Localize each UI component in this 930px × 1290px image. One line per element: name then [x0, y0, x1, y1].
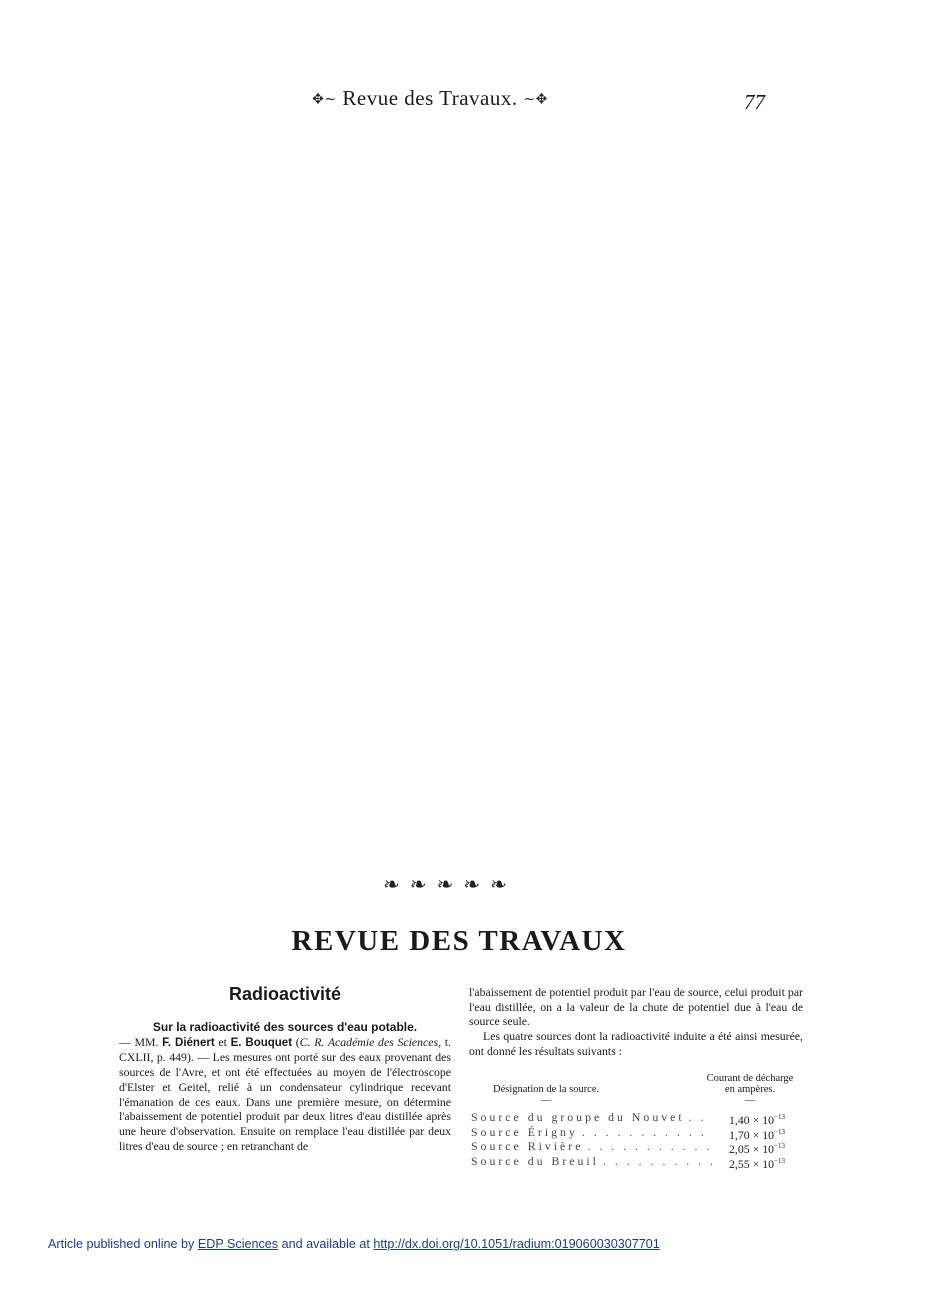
body-right-paragraph-2: Les quatre sources dont la radioactivité induite a été ainsi mesurée, ont donné les résultats suivants : [469, 1029, 803, 1058]
table-header [469, 1073, 805, 1107]
row-source: Source du groupe du Nouvet [471, 1110, 689, 1124]
dash-prefix: — MM. [119, 1034, 159, 1049]
article-right-column [469, 985, 803, 1059]
running-head [0, 86, 860, 111]
table-header-col1: Désignation de la source. — [493, 1084, 600, 1106]
row-value: $1,70 \times 10^{-13}$ [729, 1127, 785, 1142]
table-row [471, 1125, 807, 1140]
row-source: Source Érigny [471, 1125, 582, 1139]
table-body [471, 1110, 807, 1171]
and-word: et [218, 1034, 227, 1049]
publisher-link[interactable]: EDP Sciences [197, 1237, 279, 1251]
table-row [471, 1110, 807, 1125]
footer-middle: and available at [281, 1237, 370, 1251]
running-title: Revue des Travaux. [342, 86, 518, 110]
body-right-paragraph-1: l'abaissement de potentiel produit par l'eau de source, celui produit par l'eau distillée, on a la valeur de la chute de potentiel due à l'eau de source seule. [469, 985, 803, 1029]
row-value: $1,40 \times 10^{-13}$ [729, 1112, 785, 1127]
right-fleuron-icon: ∼✥ [523, 92, 548, 108]
article-title: Sur la radioactivité des sources d'eau potable. [152, 1020, 418, 1034]
table-row [471, 1154, 807, 1169]
main-title: REVUE DES TRAVAUX [291, 925, 627, 957]
row-source: Source du Breuil [471, 1154, 603, 1168]
footer-prefix: Article published online by [48, 1237, 195, 1251]
row-value: $2,55 \times 10^{-13}$ [729, 1156, 785, 1171]
page-number: 77 [744, 90, 765, 114]
citation-journal: C. R. Académie des Sciences, [299, 1034, 442, 1049]
article-left-column [119, 1020, 451, 1153]
table-header-col2 [695, 1073, 805, 1106]
row-value: $2,05 \times 10^{-13}$ [729, 1142, 785, 1157]
left-fleuron-icon: ✥∼ [312, 92, 337, 108]
citation-open: ( [295, 1034, 300, 1049]
author-1: F. Diénert [162, 1036, 215, 1049]
ornament-row-icon: ❧❧❧❧❧ [383, 874, 517, 896]
row-source: Source Rivière [471, 1139, 587, 1153]
section-title: Radioactivité [228, 984, 342, 1004]
col2-header-line2: en ampères. [724, 1084, 776, 1095]
col2-header-line1: Courant de décharge [706, 1073, 794, 1084]
citation-rest: t. CXLII, p. 449). [119, 1034, 451, 1065]
table-row [471, 1139, 807, 1157]
doi-link[interactable]: http://dx.doi.org/10.1051/radium:019060030307701 [373, 1237, 660, 1251]
footer-notice [48, 1237, 660, 1251]
table-header-dash: — [744, 1095, 756, 1106]
body-left: — Les mesures ont porté sur des eaux provenant des sources de l'Avre, et ont été effectuées au moyen de l'électroscope d'Elster et Geitel, relié à un condensateur cylindrique recevant l'émanation de ces eaux. Dans une première mesure, on détermine l'abaissement de potentiel produit par deux litres d'eau distillée après une heure d'observation. Ensuite on remplace l'eau distillée par deux litres d'eau de source ; en retranchant de [119, 1050, 452, 1153]
author-2: E. Bouquet [230, 1036, 293, 1049]
table-header-dash: — [540, 1095, 552, 1106]
